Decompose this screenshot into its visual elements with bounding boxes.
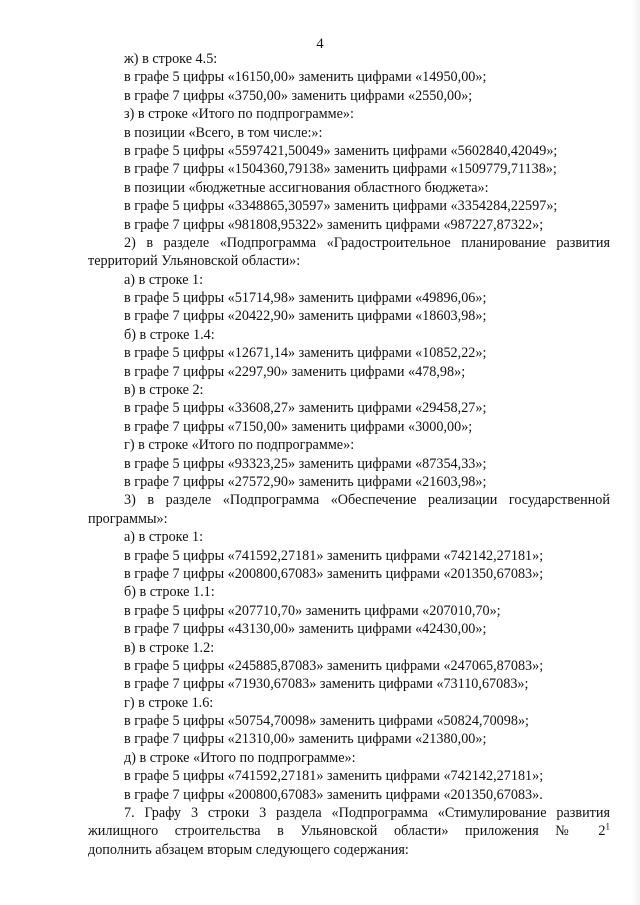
text-line: в) в строке 2: xyxy=(124,382,204,399)
text-line: в графе 7 цифры «7150,00» заменить цифрами «3000,00»; xyxy=(124,418,473,435)
text-line: в графе 5 цифры «93323,25» заменить цифрами «87354,33»; xyxy=(124,455,487,472)
text-line: г) в строке 1.6: xyxy=(124,694,214,711)
text-line: в графе 7 цифры «20422,90» заменить цифрами «18603,98»; xyxy=(124,308,487,325)
text-line: г) в строке «Итого по подпрограмме»: xyxy=(124,437,355,454)
text-line: в графе 7 цифры «981808,95322» заменить цифрами «987227,87322»; xyxy=(124,216,544,233)
document-body xyxy=(88,50,610,859)
text-line: б) в строке 1.4: xyxy=(124,326,215,343)
text-line: в графе 7 цифры «3750,00» заменить цифрами «2550,00»; xyxy=(124,87,473,104)
text-line: в графе 5 цифры «33608,27» заменить цифрами «29458,27»; xyxy=(124,400,487,417)
text-line: в позиции «бюджетные ассигнования областного бюджета»: xyxy=(124,179,489,196)
text-line: в графе 7 цифры «1504360,79138» заменить цифрами «1509779,71138»; xyxy=(124,161,557,178)
text-line: в позиции «Всего, в том числе:»: xyxy=(124,124,323,141)
text-line: а) в строке 1: xyxy=(124,271,204,288)
text-line: в графе 7 цифры «21310,00» заменить цифрами «21380,00»; xyxy=(124,731,487,748)
text-line: в графе 5 цифры «5597421,50049» заменить цифрами «5602840,42049»; xyxy=(124,142,558,159)
text-line: в графе 7 цифры «200800,67083» заменить цифрами «201350,67083». xyxy=(124,786,543,803)
text-line: территорий Ульяновской области»: xyxy=(88,253,301,270)
text-line: ж) в строке 4.5: xyxy=(124,51,218,67)
text-line: б) в строке 1.1: xyxy=(124,584,215,601)
text-line: в графе 5 цифры «741592,27181» заменить цифрами «742142,27181»; xyxy=(124,768,544,785)
text-line: в графе 7 цифры «43130,00» заменить цифрами «42430,00»; xyxy=(124,621,487,638)
text-line: в графе 5 цифры «741592,27181» заменить цифрами «742142,27181»; xyxy=(124,547,544,564)
text-line: в графе 5 цифры «3348865,30597» заменить цифрами «3354284,22597»; xyxy=(124,198,558,215)
text-line: 7. Графу 3 строки 3 раздела «Подпрограмма «Стимулирование развития xyxy=(124,805,610,822)
text-line: з) в строке «Итого по подпрограмме»: xyxy=(124,106,354,123)
text-line xyxy=(88,822,610,840)
page-number: 4 xyxy=(316,36,324,52)
text-line: в графе 5 цифры «207710,70» заменить цифрами «207010,70»; xyxy=(124,602,501,619)
text-line: в графе 5 цифры «16150,00» заменить цифрами «14950,00»; xyxy=(124,69,487,86)
superscript: 1 xyxy=(605,821,610,832)
page-edge-shadow xyxy=(632,0,640,905)
text-line: в графе 5 цифры «245885,87083» заменить цифрами «247065,87083»; xyxy=(124,657,544,674)
text-line-main: жилищного строительства в Ульяновской области» приложения № 2 xyxy=(88,823,606,840)
text-line: дополнить абзацем вторым следующего содержания: xyxy=(88,841,409,858)
text-line: в графе 5 цифры «50754,70098» заменить цифрами «50824,70098»; xyxy=(124,713,529,730)
text-line: 2) в разделе «Подпрограмма «Градостроительное планирование развития xyxy=(124,234,610,251)
text-line: в графе 7 цифры «200800,67083» заменить цифрами «201350,67083»; xyxy=(124,565,544,582)
text-line: а) в строке 1: xyxy=(124,529,204,546)
text-line: программы»: xyxy=(88,510,168,527)
text-line: 3) в разделе «Подпрограмма «Обеспечение реализации государственной xyxy=(124,492,610,509)
text-line: в графе 5 цифры «12671,14» заменить цифрами «10852,22»; xyxy=(124,345,487,362)
text-line: в графе 7 цифры «71930,67083» заменить цифрами «73110,67083»; xyxy=(124,676,529,693)
text-line: в графе 7 цифры «2297,90» заменить цифрами «478,98»; xyxy=(124,363,466,380)
text-line: д) в строке «Итого по подпрограмме»: xyxy=(124,749,356,766)
text-line: в графе 7 цифры «27572,90» заменить цифрами «21603,98»; xyxy=(124,473,487,490)
text-line: в) в строке 1.2: xyxy=(124,639,215,656)
text-line: в графе 5 цифры «51714,98» заменить цифрами «49896,06»; xyxy=(124,290,487,307)
